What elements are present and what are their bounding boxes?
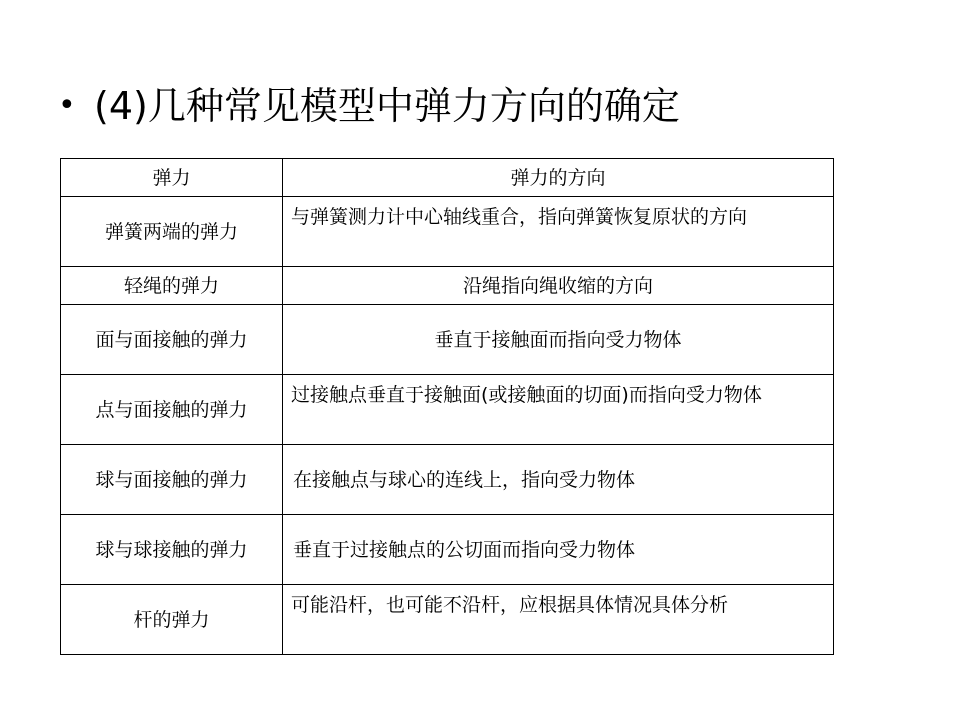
row-force-surface-surface: 面与面接触的弹力 <box>61 305 283 375</box>
row-force-rod: 杆的弹力 <box>61 585 283 655</box>
table-row <box>61 375 834 445</box>
title-text: (4)几种常见模型中弹力方向的确定 <box>94 84 680 128</box>
row-direction-ball-surface: 在接触点与球心的连线上，指向受力物体 <box>283 445 834 515</box>
row-direction-rope: 沿绳指向绳收缩的方向 <box>283 267 834 305</box>
table-row <box>61 585 834 655</box>
row-force-point-surface: 点与面接触的弹力 <box>61 375 283 445</box>
row-force-ball-surface: 球与面接触的弹力 <box>61 445 283 515</box>
row-direction-ball-ball: 垂直于过接触点的公切面而指向受力物体 <box>283 515 834 585</box>
elastic-force-table <box>60 158 834 655</box>
table-row <box>61 197 834 267</box>
row-direction-rod: 可能沿杆，也可能不沿杆，应根据具体情况具体分析 <box>283 585 834 655</box>
row-force-rope: 轻绳的弹力 <box>61 267 283 305</box>
row-direction-surface-surface: 垂直于接触面而指向受力物体 <box>283 305 834 375</box>
table-row <box>61 267 834 305</box>
header-direction: 弹力的方向 <box>283 159 834 197</box>
table-header-row <box>61 159 834 197</box>
header-force: 弹力 <box>61 159 283 197</box>
table-row <box>61 515 834 585</box>
row-direction-spring: 与弹簧测力计中心轴线重合，指向弹簧恢复原状的方向 <box>283 197 834 267</box>
slide-title <box>58 80 680 132</box>
bullet-point: • <box>58 88 76 123</box>
row-force-spring: 弹簧两端的弹力 <box>61 197 283 267</box>
row-direction-point-surface: 过接触点垂直于接触面(或接触面的切面)而指向受力物体 <box>283 375 834 445</box>
table-row <box>61 445 834 515</box>
table-row <box>61 305 834 375</box>
row-force-ball-ball: 球与球接触的弹力 <box>61 515 283 585</box>
